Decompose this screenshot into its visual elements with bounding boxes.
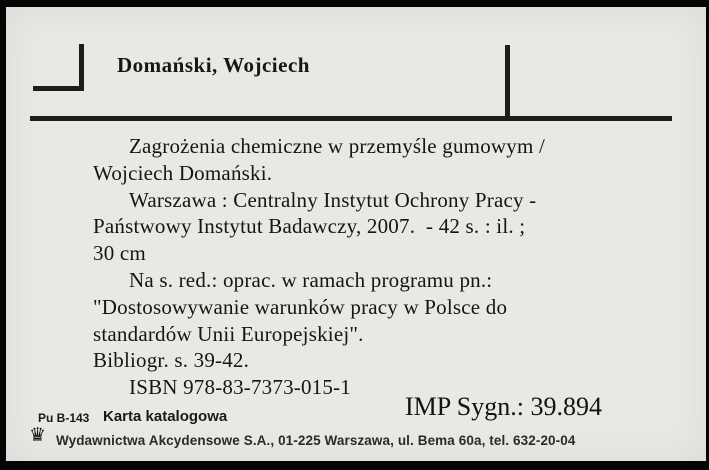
body-line: ISBN 978-83-7373-015-1 xyxy=(129,375,351,400)
body-line: Zagrożenia chemiczne w przemyśle gumowym / xyxy=(129,134,545,158)
catalog-card xyxy=(6,7,706,461)
body-line: Wojciech Domański. xyxy=(93,160,273,185)
body-line: Bibliogr. s. 39-42. xyxy=(93,348,250,373)
body-line: Warszawa : Centralny Instytut Ochrony Pracy - xyxy=(129,187,537,212)
tracing-divider-line xyxy=(505,45,510,121)
body-line: standardów Unii Europejskiej". xyxy=(93,321,364,346)
body-line: Państwowy Instytut Badawczy, 2007. - 42 s. : il. ; xyxy=(93,214,526,239)
form-name: Karta katalogowa xyxy=(103,408,228,425)
body-line: Na s. red.: oprac. w ramach programu pn.: xyxy=(129,267,493,292)
publisher-logo-icon: ♛ xyxy=(29,424,47,446)
body-line: 30 cm xyxy=(93,241,146,266)
body-line: "Dostosowywanie warunków pracy w Polsce do xyxy=(93,294,508,319)
bibliographic-description xyxy=(93,133,603,401)
author-heading: Domański, Wojciech xyxy=(117,53,310,77)
shelf-signature: IMP Sygn.: 39.894 xyxy=(405,392,602,421)
form-code: Pu B-143 xyxy=(38,411,90,425)
heading-rule xyxy=(30,116,672,121)
corner-mark xyxy=(33,44,84,91)
publisher-imprint: Wydawnictwa Akcydensowe S.A., 01-225 Warszawa, ul. Bema 60a, tel. 632-20-04 xyxy=(56,433,576,448)
